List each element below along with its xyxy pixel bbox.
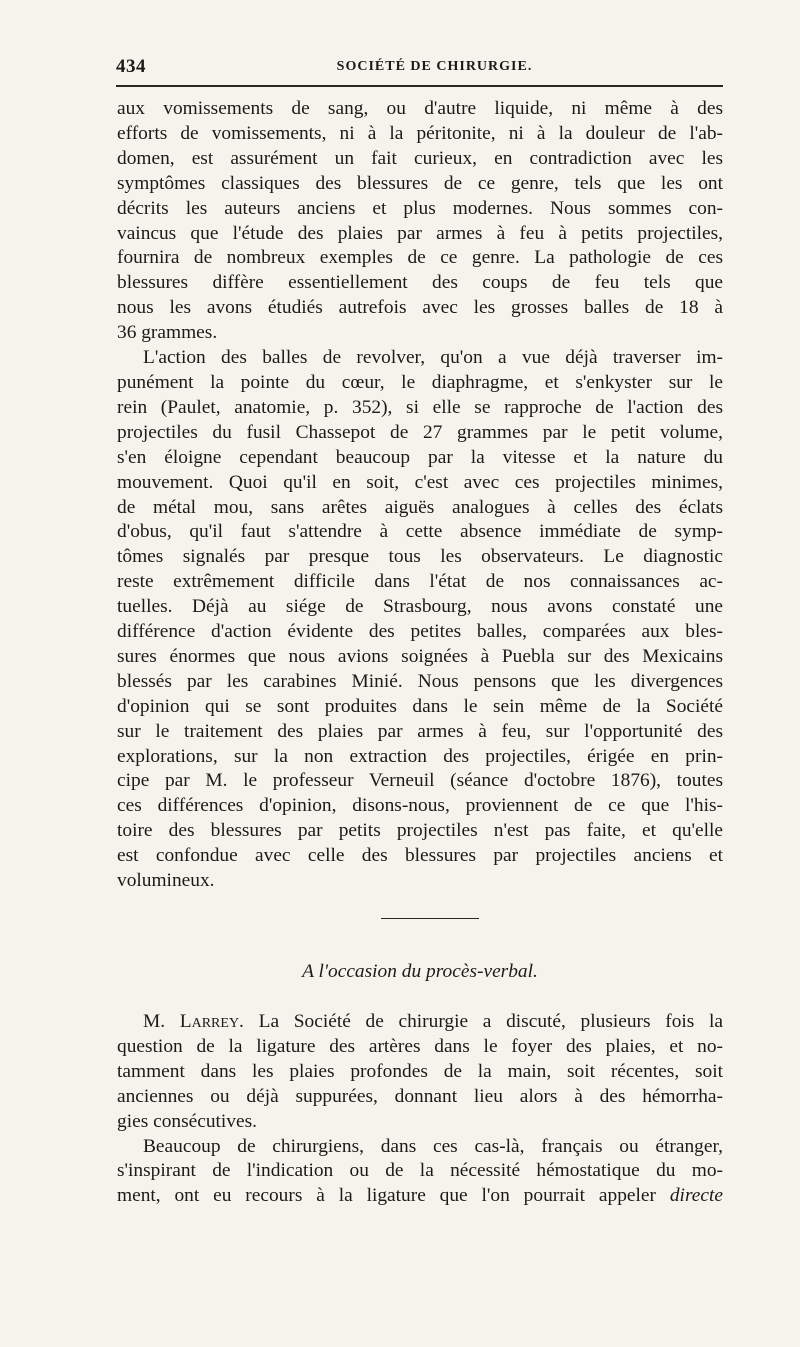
text-line: 36 grammes.: [117, 322, 218, 344]
text-line: [117, 1184, 723, 1209]
header-rule: [116, 85, 723, 87]
text-line: toire des blessures par petits projectiles n'est pas faite, et qu'elle: [117, 820, 723, 842]
text-line: tômes signalés par presque tous les observateurs. Le diagnostic: [117, 546, 723, 568]
text-line: domen, est assurément un fait curieux, en contradiction avec les: [117, 147, 723, 169]
section-title: A l'occasion du procès-verbal.: [302, 961, 538, 982]
text-line: L'action des balles de revolver, qu'on a vue déjà traverser im-: [143, 347, 723, 369]
text-line: de métal mou, sans arêtes aiguës analogues à celles des éclats: [117, 496, 723, 518]
text-line: reste extrêmement difficile dans l'état de nos connaissances ac-: [117, 571, 723, 593]
text-line: ces différences d'opinion, disons-nous, proviennent de ce que l'his-: [117, 795, 723, 817]
speaker-name: M. Larrey.: [143, 1011, 244, 1032]
text-line: explorations, sur la non extraction des projectiles, érigée en prin-: [117, 745, 723, 767]
text-line: s'inspirant de l'indication ou de la nécessité hémostatique du mo-: [117, 1160, 723, 1182]
body-text-2: [117, 1010, 723, 1209]
section-divider: [381, 918, 479, 919]
text-line: d'opinion qui se sont produites dans le sein même de la Société: [117, 695, 723, 717]
text-line: volumineux.: [117, 870, 215, 892]
text-line: rein (Paulet, anatomie, p. 352), si elle se rapproche de l'action des: [117, 396, 723, 418]
text-line: fournira de nombreux exemples de ce genre. La pathologie de ces: [117, 247, 723, 269]
text-line: sures énormes que nous avions soignées à Puebla sur des Mexicains: [117, 645, 723, 667]
text-line: punément la pointe du cœur, le diaphragme, et s'enkyster sur le: [117, 371, 723, 393]
text-line: [117, 1010, 723, 1035]
text-line: cipe par M. le professeur Verneuil (séance d'octobre 1876), toutes: [117, 770, 723, 792]
text-line: blessures diffère essentiellement des coups de feu tels que: [117, 272, 723, 294]
body-text: [117, 97, 723, 894]
text-line: tamment dans les plaies profondes de la main, soit récentes, soit: [117, 1060, 723, 1082]
text-line: est confondue avec celle des blessures par projectiles anciens et: [117, 845, 723, 867]
text-line: anciennes ou déjà suppurées, donnant lieu alors à des hémorrha-: [117, 1085, 723, 1107]
journal-title: SOCIÉTÉ DE CHIRURGIE.: [336, 59, 533, 74]
text-line: tuelles. Déjà au siége de Strasbourg, nous avons constaté une: [117, 596, 723, 618]
page-number: 434: [116, 56, 146, 77]
text-line: décrits les auteurs anciens et plus modernes. Nous sommes con-: [117, 197, 723, 219]
text-line: symptômes classiques des blessures de ce genre, tels que les ont: [117, 172, 723, 194]
text-line: mouvement. Quoi qu'il en soit, c'est avec ces projectiles minimes,: [117, 471, 723, 493]
text-line: aux vomissements de sang, ou d'autre liquide, ni même à des: [117, 98, 723, 119]
text-line: blessés par les carabines Minié. Nous pensons que les divergences: [117, 670, 723, 692]
text-fragment: ment, ont eu recours à la ligature que l'on pourrait appeler: [117, 1185, 656, 1207]
text-line: question de la ligature des artères dans le foyer des plaies, et no-: [117, 1035, 723, 1057]
text-line: nous les avons étudiés autrefois avec les grosses balles de 18 à: [117, 297, 723, 319]
text-line: sur le traitement des plaies par armes à feu, sur l'opportunité des: [117, 720, 723, 742]
text-line: d'obus, qu'il faut s'attendre à cette absence immédiate de symp-: [117, 521, 723, 543]
text-line: efforts de vomissements, ni à la péritonite, ni à la douleur de l'ab-: [117, 122, 723, 144]
text-line: différence d'action évidente des petites balles, comparées aux bles-: [117, 621, 723, 643]
text-line: gies consécutives.: [117, 1110, 258, 1132]
text-line: s'en éloigne cependant beaucoup par la vitesse et la nature du: [117, 446, 723, 468]
text-line: projectiles du fusil Chassepot de 27 grammes par le petit volume,: [117, 421, 723, 443]
text-line: Beaucoup de chirurgiens, dans ces cas-là, français ou étranger,: [143, 1135, 723, 1157]
running-header: [116, 56, 723, 80]
italic-word: directe: [669, 1185, 723, 1207]
text-fragment: La Société de chirurgie a discuté, plusieurs fois la: [258, 1011, 723, 1032]
text-line: vaincus que l'étude des plaies par armes à feu à petits projectiles,: [117, 222, 723, 244]
